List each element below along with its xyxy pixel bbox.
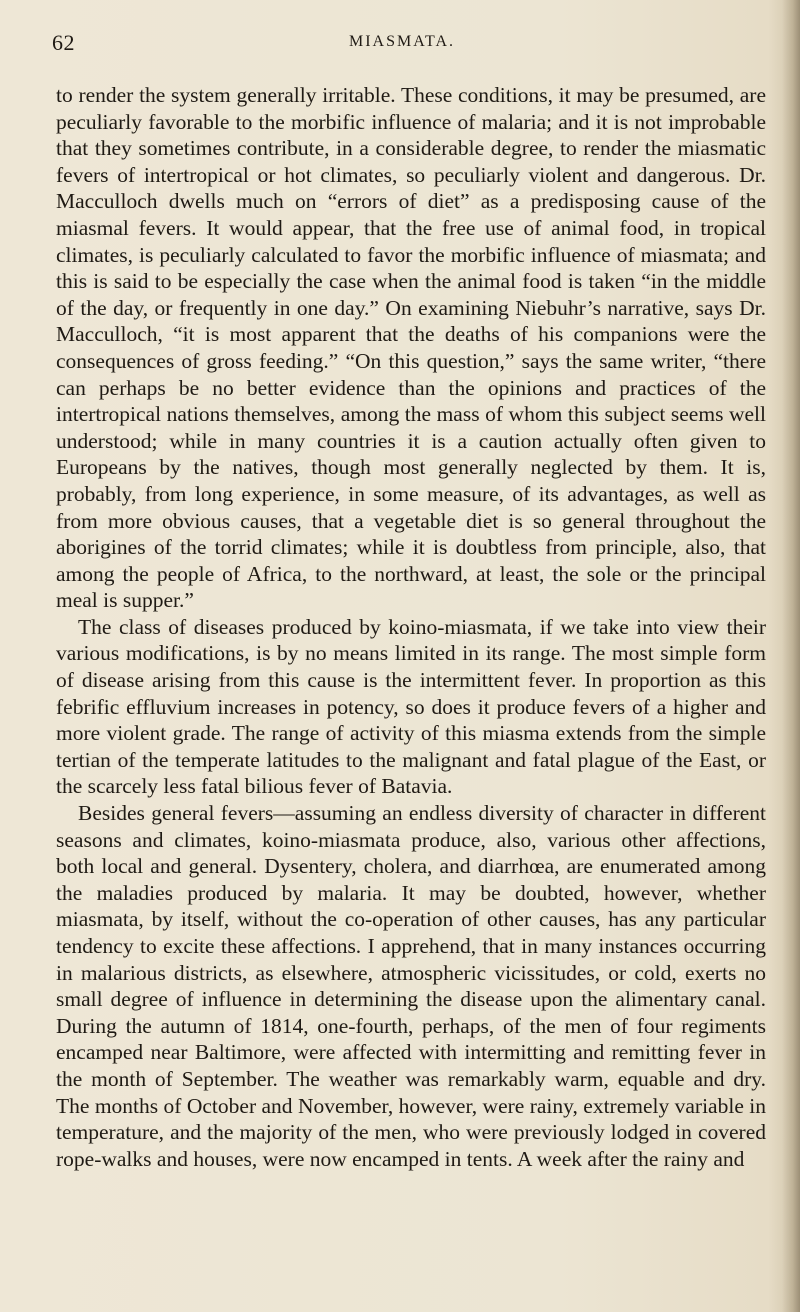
- paragraph-1: to render the system generally irritable. These conditions, it may be presumed, are peculiarly favorable to the morbific influence of malaria; and it is not improbable that they sometimes contribute, in a considerable degree, to render the miasmatic fevers of intertropical or hot climates, so peculiarly violent and dangerous. Dr. Macculloch dwells much on “errors of diet” as a predisposing cause of the miasmal fevers. It would appear, that the free use of animal food, in tropical climates, is peculiarly calculated to favor the morbific influence of miasmata; and this is said to be especially the case when the animal food is taken “in the middle of the day, or frequently in one day.” On examining Niebuhr’s narrative, says Dr. Macculloch, “it is most apparent that the deaths of his companions were the consequences of gross feeding.” “On this question,” says the same writer, “there can perhaps be no better evidence than the opinions and practices of the intertropical nations themselves, among the mass of whom this subject seems well understood; while in many countries it is a caution actually often given to Europeans by the natives, though most generally neglected by them. It is, probably, from long experience, in some measure, of its advantages, as well as from more obvious causes, that a vegetable diet is so general throughout the aborigines of the torrid climates; while it is doubtless from principle, also, that among the people of Africa, to the northward, at least, the sole or the principal meal is supper.”: [56, 83, 766, 613]
- page-header: [52, 30, 752, 60]
- body-text: [56, 82, 766, 1172]
- paragraph-2: The class of diseases produced by koino-miasmata, if we take into view their various modifications, is by no means limited in its range. The most simple form of disease arising from this cause is the intermittent fever. In proportion as this febrific effluvium increases in potency, so does it produce fevers of a higher and more violent grade. The range of activity of this miasma extends from the simple tertian of the temperate latitudes to the malignant and fatal plague of the East, or the scarcely less fatal bilious fever of Batavia.: [56, 614, 766, 799]
- page-number: 62: [52, 30, 75, 55]
- running-head: MIASMATA.: [348, 33, 456, 50]
- paragraph-3: Besides general fevers—assuming an endless diversity of character in different seasons and climates, koino-miasmata produce, also, various other affections, both local and general. Dysentery, cholera, and diarrhœa, are enumerated among the maladies produced by malaria. It may be doubted, however, whether miasmata, by itself, without the co-operation of other causes, has any particular tendency to excite these affections. I apprehend, that in many instances occurring in malarious districts, as elsewhere, atmospheric vicissitudes, or cold, exerts no small degree of influence in determining the disease upon the alimentary canal. During the autumn of 1814, one-fourth, perhaps, of the men of four regiments encamped near Baltimore, were affected with intermitting and remitting fever in the month of September. The weather was remarkably warm, equable and dry. The months of October and November, however, were rainy, extremely variable in temperature, and the majority of the men, who were previously lodged in covered rope-walks and houses, were now encamped in tents. A week after the rainy and: [56, 801, 766, 1171]
- page-edge-shadow: [782, 0, 800, 1312]
